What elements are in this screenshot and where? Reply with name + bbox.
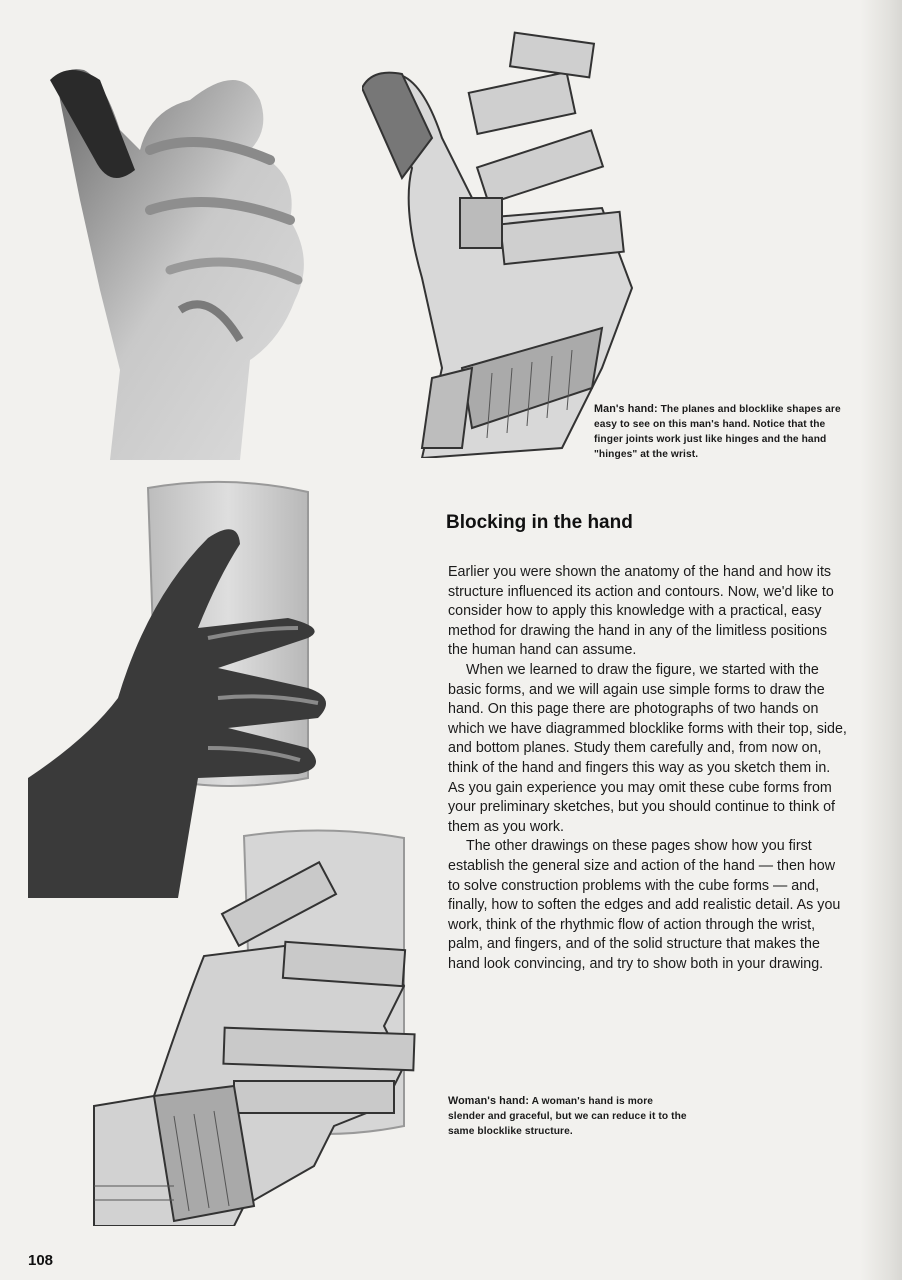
mans-hand-block-drawing [362, 28, 647, 458]
womans-hand-caption [448, 1094, 688, 1139]
womans-hand-block-drawing [84, 826, 418, 1226]
paragraph-3: The other drawings on these pages show how you first establish the general size and action of the hand — then how to solve construction problems with the cube forms — and, finally, how to soften the edges and add realistic detail. As you work, think of the rhythmic flow of action through the wrist, palm, and fingers, and of the solid structure that makes the hand look convincing, and try to show both in your drawing. [448, 838, 841, 972]
section-title: Blocking in the hand [446, 512, 633, 533]
womans-hand-caption-text: A woman's hand is more slender and graceful, but we can reduce it to the same blocklike structure. [448, 1096, 687, 1137]
page-number: 108 [28, 1252, 54, 1269]
paragraph-1: Earlier you were shown the anatomy of the hand and how its structure influenced its action and contours. Now, we'd like to consider how to apply this knowledge with a practical, easy method for drawing the hand in any of the limitless positions the human hand can assume. [448, 564, 834, 659]
mans-hand-caption-lead: Man's hand: [594, 403, 658, 415]
mans-hand-caption [594, 402, 844, 462]
paragraph-2: When we learned to draw the figure, we started with the basic forms, and we will again use simple forms to draw the hand. On this page there are photographs of two hands on which we have diagrammed blocklike forms with their top, side, and bottom planes. Study them carefully and, from now on, think of the hand and fingers this way as you sketch them in. As you gain experience you may omit these cube forms from your preliminary sketches, but you should continue to think of them as you work. [448, 661, 847, 835]
page-edge-shadow [860, 0, 902, 1280]
body-text [448, 563, 850, 974]
mans-hand-photo [40, 40, 330, 460]
womans-hand-caption-lead: Woman's hand: [448, 1095, 530, 1107]
mans-hand-caption-text: The planes and blocklike shapes are easy to see on this man's hand. Notice that the finger joints work just like hinges and the hand "hinges" at the wrist. [594, 404, 841, 460]
